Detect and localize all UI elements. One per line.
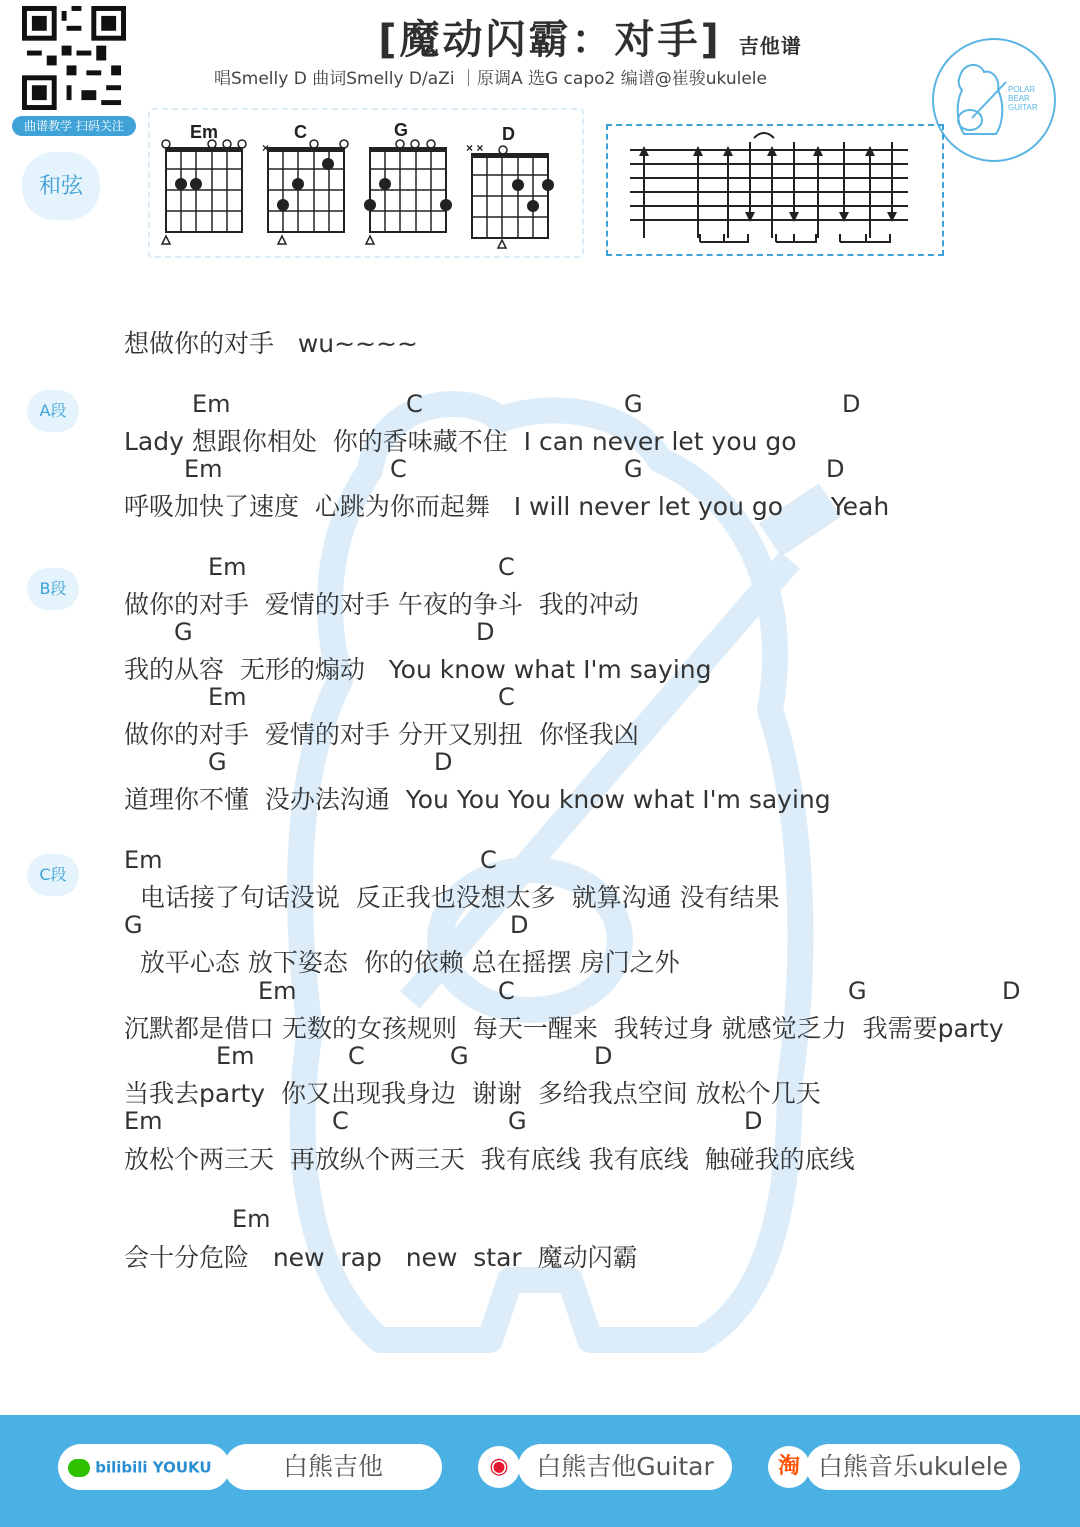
- chord-line: [124, 455, 845, 485]
- qr-caption: 曲谱教学 扫码关注: [12, 116, 136, 136]
- chord: Em: [124, 846, 163, 874]
- lyric-line: 呼吸加快了速度 心跳为你而起舞 I will never let you go Yeah: [124, 492, 890, 521]
- chord: D: [434, 748, 453, 776]
- song-credits: 唱Smelly D 曲词Smelly D/aZi ｜原调A 选G capo2 编谱@崔骏ukulele: [214, 69, 767, 89]
- chord: G: [174, 618, 193, 646]
- lyric-line: 会十分危险 new rap new star 魔动闪霸: [124, 1243, 638, 1272]
- svg-text:× ×: × ×: [466, 141, 484, 155]
- strum-pattern: [606, 124, 944, 256]
- chord: C: [498, 683, 515, 711]
- song-title: [0, 8, 1080, 65]
- chord: D: [1002, 977, 1021, 1005]
- chord-line: [124, 977, 1021, 1007]
- chord: Em: [124, 1107, 163, 1135]
- strum-pattern-svg: [608, 126, 942, 254]
- chord: Em: [184, 455, 223, 483]
- polar-bear-logo: [930, 36, 1058, 164]
- song-title-text: [魔动闪霸：对手]: [378, 17, 722, 63]
- channel-name-3[interactable]: 白熊音乐ukulele: [806, 1444, 1020, 1490]
- section-a-label: A段: [27, 390, 79, 432]
- song-title-suffix: 吉他谱: [738, 34, 802, 58]
- chord-line: [124, 553, 515, 583]
- chord: C: [332, 1107, 349, 1135]
- chord-diagrams: [148, 108, 584, 258]
- chord: Em: [208, 553, 247, 581]
- chord-line: [124, 846, 497, 876]
- chord: G: [124, 911, 143, 939]
- weibo-icon[interactable]: ◉: [478, 1446, 520, 1488]
- chord-line: [124, 618, 495, 648]
- lyric-line: 我的从容 无形的煽动 You know what I'm saying: [124, 655, 712, 684]
- chord: C: [480, 846, 497, 874]
- chords-label: 和弦: [22, 152, 100, 220]
- chord-line: [124, 683, 515, 713]
- lyric-line: 道理你不懂 没办法沟通 You You You know what I'm saying: [124, 785, 831, 814]
- chord: D: [594, 1042, 613, 1070]
- logo-line-1: POLAR: [1008, 85, 1036, 94]
- lyric-line: 做你的对手 爱情的对手 分开又别扭 你怪我凶: [124, 720, 639, 749]
- lyric-line: 电话接了句话没说 反正我也没想太多 就算沟通 没有结果: [124, 883, 780, 912]
- chord: G: [508, 1107, 527, 1135]
- chord: Em: [192, 390, 231, 418]
- chord: C: [498, 553, 515, 581]
- channel-name-2[interactable]: 白熊吉他Guitar: [518, 1444, 732, 1490]
- lyric-line: 当我去party 你又出现我身边 谢谢 多给我点空间 放松个几天: [124, 1079, 821, 1108]
- chord: C: [390, 455, 407, 483]
- chord-line: [124, 390, 861, 420]
- lyric-line: 做你的对手 爱情的对手 午夜的争斗 我的冲动: [124, 590, 639, 619]
- intro-lyric: 想做你的对手 wu~~~~: [124, 329, 418, 358]
- chord-name-d: D: [502, 124, 515, 144]
- chord: G: [848, 977, 867, 1005]
- chord: C: [498, 977, 515, 1005]
- section-b-label: B段: [27, 568, 79, 610]
- chord-line: [124, 911, 529, 941]
- chord-name-c: C: [294, 122, 307, 142]
- section-c-label: C段: [27, 854, 79, 896]
- lyric-line: 放松个两三天 再放纵个两三天 我有底线 我有底线 触碰我的底线: [124, 1145, 855, 1174]
- logo-line-3: GUITAR: [1008, 103, 1038, 112]
- chord: G: [624, 390, 643, 418]
- chord: D: [826, 455, 845, 483]
- chord-name-g: G: [394, 120, 409, 140]
- chord: Em: [258, 977, 297, 1005]
- chord-line: [124, 1205, 271, 1235]
- taobao-icon[interactable]: 淘: [768, 1446, 810, 1488]
- chord: D: [476, 618, 495, 646]
- chord: G: [208, 748, 227, 776]
- chord-line: [124, 1042, 613, 1072]
- svg-text:×: ×: [262, 141, 270, 155]
- channel-name-1[interactable]: 白熊吉他: [224, 1444, 442, 1490]
- chord: C: [348, 1042, 365, 1070]
- chord: Em: [216, 1042, 255, 1070]
- chord: Em: [232, 1205, 271, 1233]
- lyric-line: 放平心态 放下姿态 你的依赖 总在摇摆 房门之外: [124, 948, 680, 977]
- chord: D: [744, 1107, 763, 1135]
- chord-line: [124, 1107, 763, 1137]
- chord: Em: [208, 683, 247, 711]
- platforms-pill[interactable]: [58, 1444, 230, 1490]
- chord: G: [624, 455, 643, 483]
- polar-bear-guitar-icon: [930, 36, 1058, 164]
- chord-line: [124, 748, 453, 778]
- chord-diagrams-svg: [150, 110, 582, 256]
- chord-name-em: Em: [190, 122, 219, 142]
- wechat-icon: [68, 1459, 90, 1477]
- chord: G: [450, 1042, 469, 1070]
- logo-line-2: BEAR: [1008, 94, 1030, 103]
- chord: C: [406, 390, 423, 418]
- chord: D: [842, 390, 861, 418]
- platforms-label: bilibili YOUKU: [95, 1458, 212, 1477]
- chord: D: [510, 911, 529, 939]
- lyric-line: Lady 想跟你相处 你的香味藏不住 I can never let you go: [124, 427, 797, 456]
- lyric-line: 沉默都是借口 无数的女孩规则 每天一醒来 我转过身 就感觉乏力 我需要party: [124, 1014, 1004, 1043]
